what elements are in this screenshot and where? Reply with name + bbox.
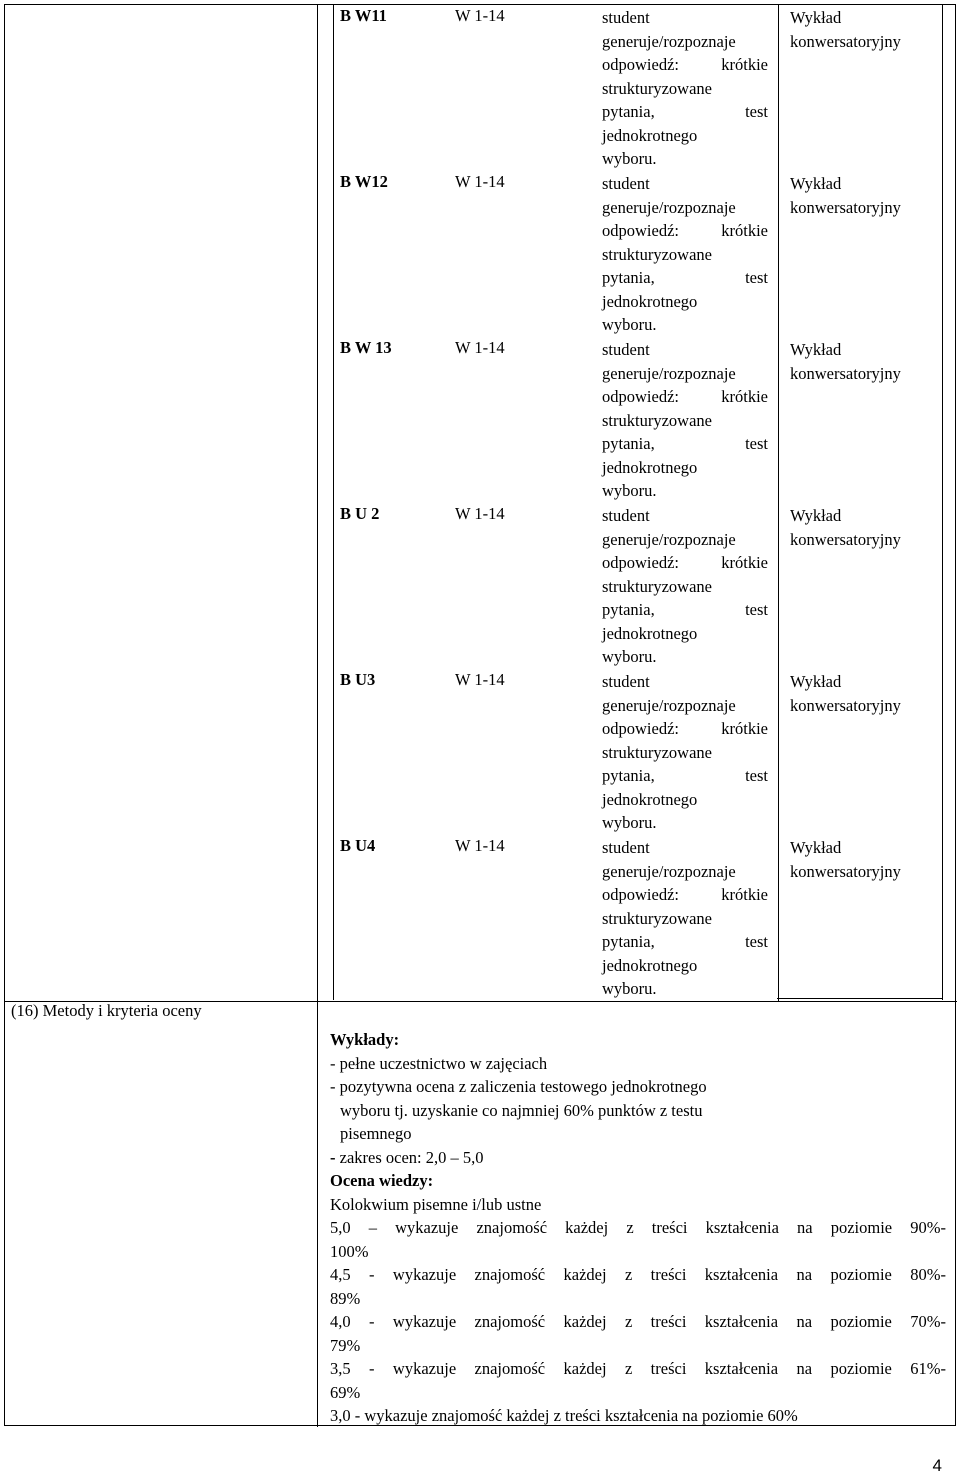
description-line: odpowiedź: krótkie	[602, 221, 768, 240]
outcome-row	[340, 504, 940, 670]
assessment-description	[602, 172, 768, 337]
grade-line: 79%	[330, 1335, 361, 1355]
description-line: jednokrotnego	[602, 623, 698, 643]
description-line: generuje/rozpoznaje	[602, 695, 736, 715]
description-line: pytania, test	[602, 932, 768, 951]
description-line: wyboru.	[602, 979, 657, 998]
teaching-method	[790, 836, 901, 883]
weeks: W 1-14	[455, 338, 505, 357]
method-line: Wykład	[790, 340, 842, 359]
assessment-description	[602, 836, 768, 1001]
outcome-row	[340, 6, 940, 172]
description-line: pytania, test	[602, 268, 768, 287]
outcome-row	[340, 172, 940, 338]
description-line: jednokrotnego	[602, 789, 698, 809]
description-line: wyboru.	[602, 315, 657, 334]
weeks: W 1-14	[455, 6, 505, 25]
grade-line: 3,5 - wykazuje znajomość każdej z treści kształcenia na poziomie 61%-	[330, 1359, 946, 1378]
description-line: generuje/rozpoznaje	[602, 197, 736, 217]
description-line: odpowiedź: krótkie	[602, 885, 768, 904]
teaching-method	[790, 670, 901, 717]
method-line: konwersatoryjny	[790, 363, 901, 383]
description-line: odpowiedź: krótkie	[602, 387, 768, 406]
outcome-code: B U4	[340, 836, 376, 855]
description-line: pytania, test	[602, 766, 768, 785]
weeks: W 1-14	[455, 172, 505, 191]
description-line: odpowiedź: krótkie	[602, 553, 768, 572]
weeks: W 1-14	[455, 836, 505, 855]
method-line: konwersatoryjny	[790, 197, 901, 217]
description-line: student	[602, 506, 650, 525]
criteria-line: Kolokwium pisemne i/lub ustne	[330, 1194, 542, 1214]
method-line: konwersatoryjny	[790, 31, 901, 51]
method-line: Wykład	[790, 672, 842, 691]
description-line: generuje/rozpoznaje	[602, 861, 736, 881]
description-line: pytania, test	[602, 600, 768, 619]
lectures-heading: Wykłady:	[330, 1030, 400, 1049]
section-label: (16) Metody i kryteria oceny	[11, 1001, 202, 1020]
description-line: strukturyzowane	[602, 576, 712, 596]
criteria-line: - pozytywna ocena z zaliczenia testowego jednokrotnego	[330, 1077, 707, 1096]
outcome-row	[340, 670, 940, 836]
grade-line: 100%	[330, 1241, 369, 1261]
description-line: student	[602, 174, 650, 193]
description-line: student	[602, 838, 650, 857]
grade-line: 3,0 - wykazuje znajomość każdej z treści kształcenia na poziomie 60%	[330, 1406, 798, 1425]
grade-line: 5,0 – wykazuje znajomość każdej z treści kształcenia na poziomie 90%-	[330, 1218, 946, 1237]
description-line: odpowiedź: krótkie	[602, 55, 768, 74]
method-line: Wykład	[790, 174, 842, 193]
grade-line: 4,5 - wykazuje znajomość każdej z treści kształcenia na poziomie 80%-	[330, 1265, 946, 1284]
description-line: jednokrotnego	[602, 955, 698, 975]
column-divider	[317, 5, 318, 1427]
criteria-line: pisemnego	[340, 1124, 412, 1143]
description-line: student	[602, 672, 650, 691]
assessment-description	[602, 338, 768, 503]
criteria-line	[330, 1146, 950, 1170]
method-line: konwersatoryjny	[790, 861, 901, 881]
description-line: jednokrotnego	[602, 457, 698, 477]
description-line: jednokrotnego	[602, 291, 698, 311]
description-line: strukturyzowane	[602, 410, 712, 430]
description-line: generuje/rozpoznaje	[602, 529, 736, 549]
description-line: generuje/rozpoznaje	[602, 31, 736, 51]
outcome-row	[340, 836, 940, 1002]
criteria-block	[330, 1028, 950, 1428]
description-line: student	[602, 340, 650, 359]
description-line: jednokrotnego	[602, 125, 698, 145]
description-line: strukturyzowane	[602, 78, 712, 98]
grade-line: 89%	[330, 1288, 361, 1308]
teaching-method	[790, 6, 901, 53]
dash: -	[330, 1147, 336, 1167]
description-line: wyboru.	[602, 813, 657, 832]
assessment-description	[602, 670, 768, 835]
description-line: pytania, test	[602, 102, 768, 121]
method-line: konwersatoryjny	[790, 529, 901, 549]
grade-line: 4,0 - wykazuje znajomość każdej z treści kształcenia na poziomie 70%-	[330, 1312, 946, 1331]
description-line: wyboru.	[602, 647, 657, 666]
description-line: strukturyzowane	[602, 742, 712, 762]
description-line: strukturyzowane	[602, 244, 712, 264]
outcome-code: B U3	[340, 670, 376, 689]
weeks: W 1-14	[455, 670, 505, 689]
description-line: generuje/rozpoznaje	[602, 363, 736, 383]
method-line: Wykład	[790, 506, 842, 525]
description-line: wyboru.	[602, 481, 657, 500]
criteria-line: - pełne uczestnictwo w zajęciach	[330, 1053, 548, 1073]
description-line: student	[602, 8, 650, 27]
method-line: Wykład	[790, 8, 842, 27]
teaching-method	[790, 172, 901, 219]
knowledge-heading: Ocena wiedzy:	[330, 1171, 434, 1190]
weeks: W 1-14	[455, 504, 505, 523]
outcome-row	[340, 338, 940, 504]
page-number: 4	[932, 1456, 942, 1475]
assessment-description	[602, 504, 768, 669]
method-line: Wykład	[790, 838, 842, 857]
grade-range: zakres ocen: 2,0 – 5,0	[335, 1147, 484, 1167]
assessment-description	[602, 6, 768, 171]
outcome-code: B W12	[340, 172, 388, 191]
teaching-method	[790, 504, 901, 551]
method-line: konwersatoryjny	[790, 695, 901, 715]
description-line: wyboru.	[602, 149, 657, 168]
description-line: strukturyzowane	[602, 908, 712, 928]
outcome-code: B W 13	[340, 338, 392, 357]
outcome-code: B U 2	[340, 504, 380, 523]
outcome-code: B W11	[340, 6, 387, 25]
teaching-method	[790, 338, 901, 385]
criteria-line: wyboru tj. uzyskanie co najmniej 60% punktów z testu	[340, 1100, 703, 1120]
grade-line: 69%	[330, 1382, 361, 1402]
description-line: odpowiedź: krótkie	[602, 719, 768, 738]
description-line: pytania, test	[602, 434, 768, 453]
